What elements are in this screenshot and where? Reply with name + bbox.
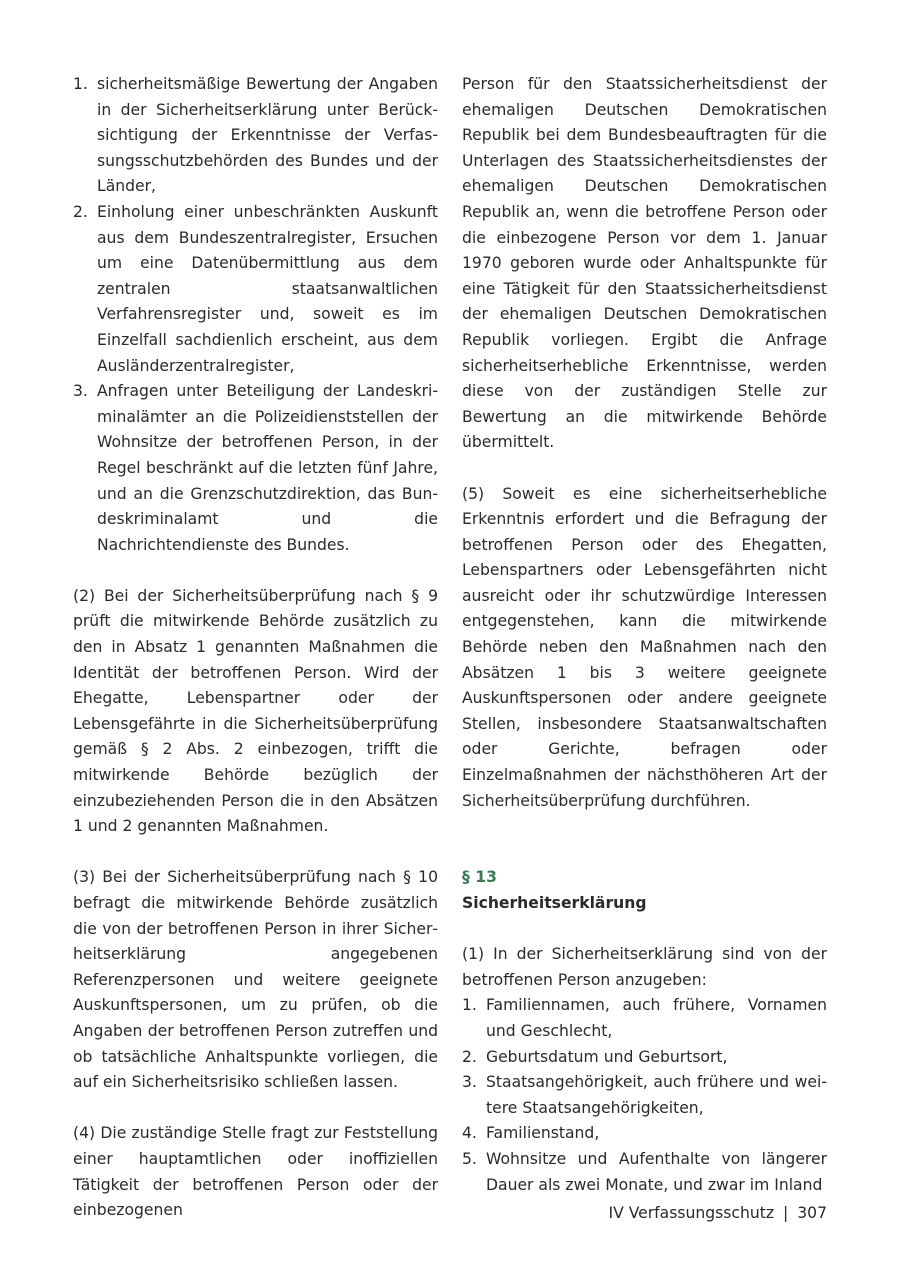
list-item-text: sicherheitsmäßige Bewertung der Angaben in der Sicherheitserklärung unter Berücksichtigung der Erkenntnisse der Verfassungsschutzbehörden des Bundes und der Länder, — [97, 75, 438, 196]
list-item — [73, 379, 438, 558]
paragraph-5: (5) Soweit es eine sicherheitserhebliche Erkenntnis erfordert und die Befragung der betroffenen Person oder des Ehegatten, Lebenspartners oder Lebensgefährten nicht ausreicht oder ihr schutzwürdige Interessen entgegenstehen, kann die mitwirkende Behörde neben den Maßnahmen nach den Absätzen 1 bis 3 weitere geeignete Auskunftspersonen oder andere geeignete Stellen, insbesondere Staatsanwaltschaften oder Gerichte, befragen oder Einzelmaßnahmen der nächsthöheren Art der Sicherheitsüberprüfung durchführen. — [462, 484, 827, 810]
list-item — [73, 200, 438, 379]
footer-separator: | — [783, 1204, 789, 1222]
list-item — [462, 993, 827, 1044]
list-item — [462, 1147, 827, 1198]
section-heading — [462, 865, 827, 916]
list-item — [462, 1121, 827, 1147]
footer-chapter: IV Verfassungsschutz — [608, 1204, 775, 1222]
page-footer — [609, 1204, 828, 1222]
list-item — [462, 1045, 827, 1071]
left-column — [73, 72, 438, 1224]
list-item — [462, 1070, 827, 1121]
page-number: 307 — [797, 1204, 827, 1222]
section-paragraph-1: (1) In der Sicherheitserklärung sind von der betroffenen Person anzugeben: — [462, 945, 827, 989]
list-item-number: 2. — [462, 1047, 477, 1066]
list-item-text: Familienstand, — [486, 1124, 600, 1143]
paragraph-3: (3) Bei der Sicherheitsüberprüfung nach § 10 befragt die mitwirkende Behörde zusätzlich die von der betroffenen Person in ihrer Sicherheitserklärung angegebenen Referenzpersonen und weitere geeignete Auskunftspersonen, um zu prüfen, ob die Angaben der betroffenen Person zutreffen und ob tatsächliche Anhaltspunkte vorliegen, die auf ein Sicherheitsrisiko schließen lassen. — [73, 868, 438, 1092]
list-item-number: 3. — [462, 1073, 477, 1092]
list-item-number: 5. — [462, 1149, 477, 1168]
list-item-text: Staatsangehörigkeit, auch frühere und weitere Staatsangehörigkeiten, — [486, 1073, 827, 1117]
numbered-list-declaration — [462, 993, 827, 1198]
list-item-number: 1. — [73, 75, 88, 93]
list-item-text: Geburtsdatum und Geburtsort, — [486, 1047, 728, 1066]
paragraph-4-start: (4) Die zuständige Stelle fragt zur Feststellung einer hauptamtlichen oder inoffiziellen Tätigkeit der betroffenen Person oder der einbezogenen — [73, 1124, 438, 1220]
section-title: Sicherheitserklärung — [462, 894, 647, 912]
list-item-number: 3. — [73, 382, 88, 401]
paragraph-2: (2) Bei der Sicherheitsüberprüfung nach § 9 prüft die mitwirkende Behörde zusätzlich zu den in Absatz 1 genannten Maßnahmen die Identität der betroffenen Person. Wird der Ehegatte, Lebenspartner oder der Lebensgefährte in die Sicherheitsüberprüfung gemäß § 2 Abs. 2 einbezogen, trifft die mitwirkende Behörde bezüglich der einzubeziehenden Person die in den Absätzen 1 und 2 genannten Maßnahmen. — [73, 586, 438, 836]
list-item-text: Familiennamen, auch frühere, Vornamen und Geschlecht, — [486, 996, 827, 1040]
list-item-number: 4. — [462, 1124, 477, 1143]
list-item-text: Anfragen unter Beteiligung der Landeskriminalämter an die Polizeidienststellen der Wohnsitze der betroffenen Person, in der Regel beschränkt auf die letzten fünf Jahre, und an die Grenzschutzdirektion, das Bundeskriminalamt und die Nachrichtendienste des Bundes. — [97, 382, 438, 554]
list-item — [73, 72, 438, 200]
list-item-number: 2. — [73, 202, 88, 221]
numbered-list-measures — [73, 72, 438, 558]
paragraph-4-continued: Person für den Staatssicherheitsdienst der ehemaligen Deutschen Demokratischen Republik bei dem Bundesbeauftragten für die Unterlagen des Staatssicherheitsdienstes der ehemaligen Deutschen Demokratischen Republik an, wenn die betroffene Person oder die einbezogene Person vor dem 1. Januar 1970 geboren wurde oder Anhaltspunkte für eine Tätigkeit für den Staatssicherheitsdienst der ehemaligen Deutschen Demokratischen Republik vorliegen. Ergibt die Anfrage sicherheitserhebliche Erkenntnisse, werden diese von der zuständigen Stelle zur Bewertung an die mitwirkende Behörde übermittelt. — [462, 75, 827, 452]
list-item-text: Einholung einer unbeschränkten Auskunft aus dem Bundeszentralregister, Ersuchen um eine Datenübermittlung aus dem zentralen staatsanwaltlichen Verfahrensregister und, soweit es im Einzelfall sachdienlich erscheint, aus dem Ausländerzentralregister, — [97, 202, 438, 375]
section-number: § 13 — [462, 868, 497, 887]
right-column — [462, 72, 827, 1198]
list-item-text: Wohnsitze und Aufenthalte von längerer Dauer als zwei Monate, und zwar im Inland — [486, 1149, 827, 1194]
list-item-number: 1. — [462, 996, 477, 1015]
